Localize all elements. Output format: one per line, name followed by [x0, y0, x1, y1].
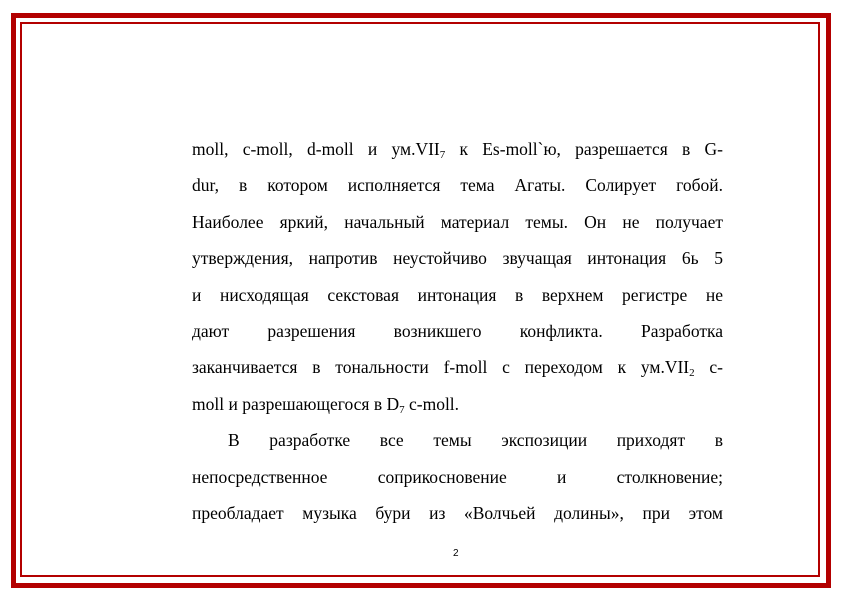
- text-line: moll и разрешающегося в $D_7$ c-moll.: [192, 393, 460, 416]
- text-line: заканчивается в тональности f-moll с переходом к $ум.VII_2$ c-: [192, 357, 723, 380]
- page-number: 2: [453, 548, 459, 559]
- text-line: дают разрешения возникшего конфликта. Разработка: [192, 320, 723, 341]
- text-line: moll, c-moll, d-moll и $ум.VII_7$ к Es-moll`ю, разрешается в G-: [192, 139, 724, 161]
- paragraph-1: [192, 131, 723, 422]
- text-line: непосредственное соприкосновение и столкновение;: [192, 466, 723, 487]
- document-body: [192, 131, 723, 531]
- text-line: В разработке все темы экспозиции приходят в: [228, 430, 723, 451]
- text-line: dur, в котором исполняется тема Агаты. Солирует гобой.: [192, 175, 723, 196]
- text-line: Наиболее яркий, начальный материал темы. Он не получает: [192, 211, 723, 232]
- text-line: преобладает музыка бури из «Волчьей долины», при этом: [192, 502, 723, 523]
- text-line: утверждения, напротив неустойчиво звучащая интонация 6ь 5: [192, 248, 723, 269]
- text-line: и нисходящая секстовая интонация в верхнем регистре не: [192, 284, 723, 305]
- paragraph-2: [192, 422, 723, 531]
